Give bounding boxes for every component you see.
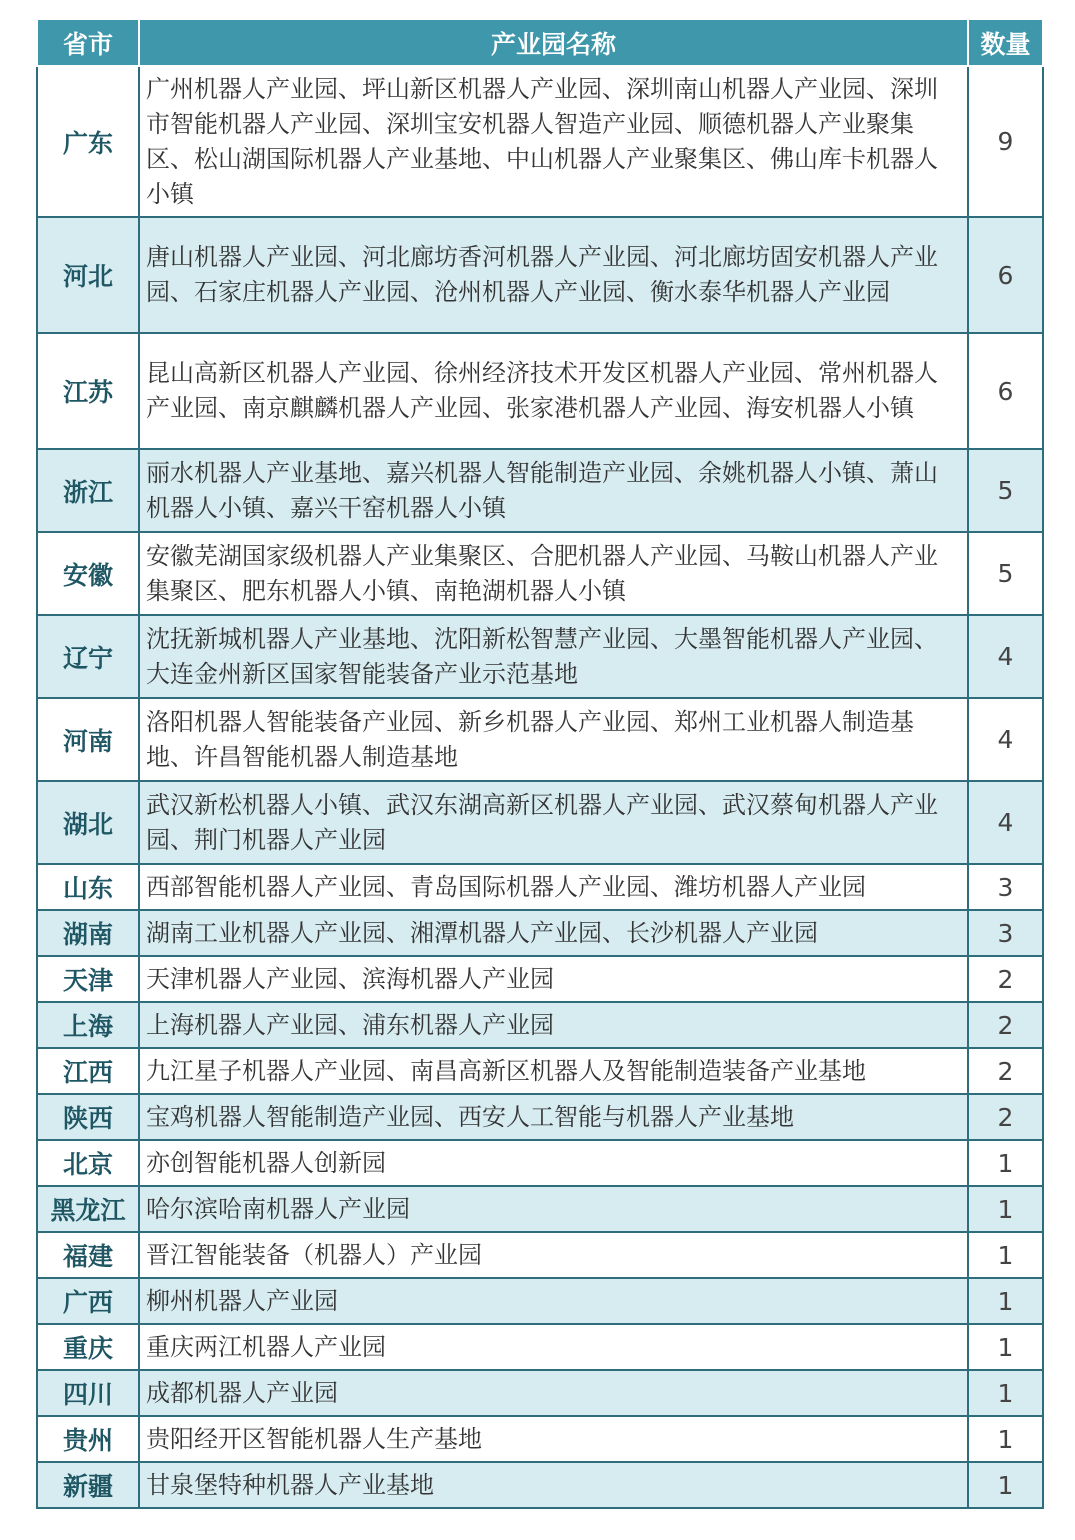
table-row bbox=[37, 1002, 1043, 1048]
table-row bbox=[37, 1140, 1043, 1186]
count-cell: 6 bbox=[968, 217, 1043, 333]
table-row bbox=[37, 1278, 1043, 1324]
province-cell: 河北 bbox=[37, 217, 139, 333]
province-cell: 北京 bbox=[37, 1140, 139, 1186]
park-names-cell: 天津机器人产业园、滨海机器人产业园 bbox=[139, 956, 968, 1002]
park-names-cell: 武汉新松机器人小镇、武汉东湖高新区机器人产业园、武汉蔡甸机器人产业园、荆门机器人产业园 bbox=[139, 781, 968, 864]
province-cell: 河南 bbox=[37, 698, 139, 781]
park-names-cell: 上海机器人产业园、浦东机器人产业园 bbox=[139, 1002, 968, 1048]
park-names-cell: 亦创智能机器人创新园 bbox=[139, 1140, 968, 1186]
park-names-cell: 西部智能机器人产业园、青岛国际机器人产业园、潍坊机器人产业园 bbox=[139, 864, 968, 910]
table-row bbox=[37, 698, 1043, 781]
table-row bbox=[37, 532, 1043, 615]
table-row bbox=[37, 217, 1043, 333]
province-cell: 广东 bbox=[37, 66, 139, 217]
count-cell: 4 bbox=[968, 781, 1043, 864]
count-cell: 4 bbox=[968, 698, 1043, 781]
park-names-cell: 晋江智能装备（机器人）产业园 bbox=[139, 1232, 968, 1278]
count-cell: 1 bbox=[968, 1462, 1043, 1508]
table-row bbox=[37, 1370, 1043, 1416]
count-cell: 9 bbox=[968, 66, 1043, 217]
province-cell: 江苏 bbox=[37, 333, 139, 449]
park-names-cell: 昆山高新区机器人产业园、徐州经济技术开发区机器人产业园、常州机器人产业园、南京麒麟机器人产业园、张家港机器人产业园、海安机器人小镇 bbox=[139, 333, 968, 449]
park-names-cell: 宝鸡机器人智能制造产业园、西安人工智能与机器人产业基地 bbox=[139, 1094, 968, 1140]
park-names-cell: 重庆两江机器人产业园 bbox=[139, 1324, 968, 1370]
province-cell: 贵州 bbox=[37, 1416, 139, 1462]
province-cell: 浙江 bbox=[37, 449, 139, 532]
table-row bbox=[37, 1232, 1043, 1278]
count-cell: 1 bbox=[968, 1370, 1043, 1416]
header-count: 数量 bbox=[968, 19, 1043, 66]
robot-park-table-container bbox=[36, 18, 1042, 1509]
province-cell: 上海 bbox=[37, 1002, 139, 1048]
park-names-cell: 广州机器人产业园、坪山新区机器人产业园、深圳南山机器人产业园、深圳市智能机器人产业园、深圳宝安机器人智造产业园、顺德机器人产业聚集区、松山湖国际机器人产业基地、中山机器人产业聚集区、佛山库卡机器人小镇 bbox=[139, 66, 968, 217]
park-names-cell: 柳州机器人产业园 bbox=[139, 1278, 968, 1324]
province-cell: 湖南 bbox=[37, 910, 139, 956]
province-cell: 福建 bbox=[37, 1232, 139, 1278]
province-cell: 天津 bbox=[37, 956, 139, 1002]
table-header-row bbox=[37, 19, 1043, 66]
park-names-cell: 沈抚新城机器人产业基地、沈阳新松智慧产业园、大墨智能机器人产业园、大连金州新区国家智能装备产业示范基地 bbox=[139, 615, 968, 698]
count-cell: 1 bbox=[968, 1416, 1043, 1462]
province-cell: 黑龙江 bbox=[37, 1186, 139, 1232]
table-row bbox=[37, 615, 1043, 698]
park-names-cell: 成都机器人产业园 bbox=[139, 1370, 968, 1416]
count-cell: 1 bbox=[968, 1140, 1043, 1186]
park-names-cell: 唐山机器人产业园、河北廊坊香河机器人产业园、河北廊坊固安机器人产业园、石家庄机器人产业园、沧州机器人产业园、衡水泰华机器人产业园 bbox=[139, 217, 968, 333]
table-row bbox=[37, 956, 1043, 1002]
park-names-cell: 洛阳机器人智能装备产业园、新乡机器人产业园、郑州工业机器人制造基地、许昌智能机器人制造基地 bbox=[139, 698, 968, 781]
park-names-cell: 湖南工业机器人产业园、湘潭机器人产业园、长沙机器人产业园 bbox=[139, 910, 968, 956]
park-names-cell: 九江星子机器人产业园、南昌高新区机器人及智能制造装备产业基地 bbox=[139, 1048, 968, 1094]
table-row bbox=[37, 781, 1043, 864]
header-park-names: 产业园名称 bbox=[139, 19, 968, 66]
count-cell: 3 bbox=[968, 910, 1043, 956]
park-names-cell: 安徽芜湖国家级机器人产业集聚区、合肥机器人产业园、马鞍山机器人产业集聚区、肥东机器人小镇、南艳湖机器人小镇 bbox=[139, 532, 968, 615]
count-cell: 1 bbox=[968, 1278, 1043, 1324]
province-cell: 新疆 bbox=[37, 1462, 139, 1508]
park-names-cell: 甘泉堡特种机器人产业基地 bbox=[139, 1462, 968, 1508]
count-cell: 2 bbox=[968, 1094, 1043, 1140]
table-row bbox=[37, 66, 1043, 217]
table-row bbox=[37, 1324, 1043, 1370]
table-row bbox=[37, 864, 1043, 910]
count-cell: 5 bbox=[968, 449, 1043, 532]
count-cell: 1 bbox=[968, 1186, 1043, 1232]
table-row bbox=[37, 1094, 1043, 1140]
table-row bbox=[37, 910, 1043, 956]
province-cell: 山东 bbox=[37, 864, 139, 910]
park-names-cell: 哈尔滨哈南机器人产业园 bbox=[139, 1186, 968, 1232]
count-cell: 1 bbox=[968, 1324, 1043, 1370]
province-cell: 四川 bbox=[37, 1370, 139, 1416]
robot-park-table bbox=[36, 18, 1044, 1509]
count-cell: 2 bbox=[968, 1048, 1043, 1094]
province-cell: 重庆 bbox=[37, 1324, 139, 1370]
table-row bbox=[37, 1416, 1043, 1462]
count-cell: 4 bbox=[968, 615, 1043, 698]
province-cell: 湖北 bbox=[37, 781, 139, 864]
province-cell: 广西 bbox=[37, 1278, 139, 1324]
count-cell: 1 bbox=[968, 1232, 1043, 1278]
table-row bbox=[37, 1186, 1043, 1232]
header-province: 省市 bbox=[37, 19, 139, 66]
province-cell: 安徽 bbox=[37, 532, 139, 615]
count-cell: 6 bbox=[968, 333, 1043, 449]
count-cell: 5 bbox=[968, 532, 1043, 615]
count-cell: 3 bbox=[968, 864, 1043, 910]
count-cell: 2 bbox=[968, 956, 1043, 1002]
table-row bbox=[37, 1462, 1043, 1508]
count-cell: 2 bbox=[968, 1002, 1043, 1048]
table-row bbox=[37, 449, 1043, 532]
park-names-cell: 丽水机器人产业基地、嘉兴机器人智能制造产业园、余姚机器人小镇、萧山机器人小镇、嘉兴干窑机器人小镇 bbox=[139, 449, 968, 532]
table-row bbox=[37, 333, 1043, 449]
province-cell: 辽宁 bbox=[37, 615, 139, 698]
province-cell: 江西 bbox=[37, 1048, 139, 1094]
table-row bbox=[37, 1048, 1043, 1094]
province-cell: 陕西 bbox=[37, 1094, 139, 1140]
park-names-cell: 贵阳经开区智能机器人生产基地 bbox=[139, 1416, 968, 1462]
